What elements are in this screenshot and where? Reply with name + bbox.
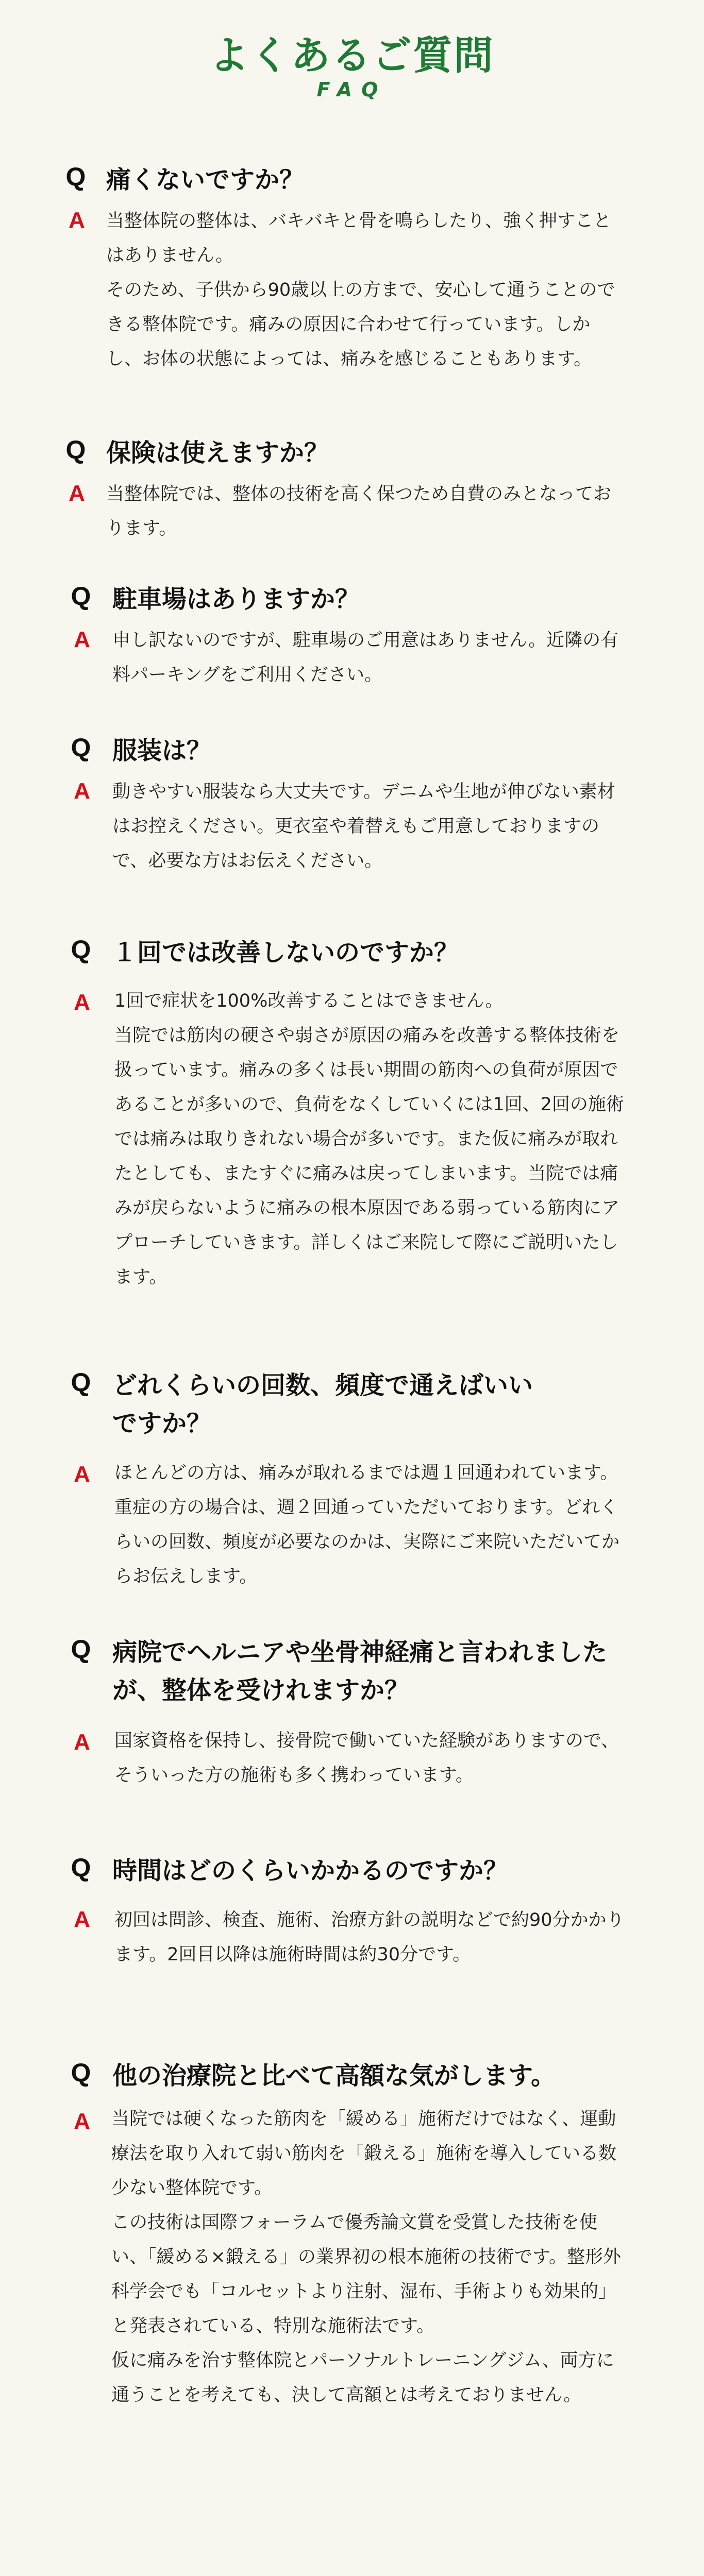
question-text: 病院でヘルニアや坐骨神経痛と言われましたが、整体を受けれますか？ [112,1638,608,1705]
q-marker: Q [71,1368,91,1397]
q-marker: Q [71,582,91,611]
question-text: 服装は？ [112,736,212,765]
answer-paragraph: 国家資格を保持し、接骨院で働いていた経験がありますので、そういった方の施術も多く携わっています。 [114,1731,619,1786]
answer-text [111,2102,622,2413]
answer-paragraph: 当院では筋肉の硬さや弱さが原因の痛みを改善する整体技術を扱っています。痛みの多くは長い期間の筋肉への負荷が原因であることが多いので、負荷をなくしていくには1回、2回の施術では痛みは取りきれない場合が多いです。また仮に痛みが取れたとしても、またすぐに痛みは戻ってしまいます。当院では痛みが戻らないように痛みの根本原因である弱っている筋肉にアプローチしていきます。詳しくはご来院して際にご説明いたします。 [114,1025,624,1287]
page-title: よくあるご質問 [209,32,495,78]
a-marker: A [74,627,90,652]
question-text: 保険は使えますか？ [106,438,329,467]
answer-paragraph: 動きやすい服装なら大丈夫です。デニムや生地が伸びない素材はお控えください。更衣室や着替えもご用意しておりますので、必要な方はお伝えください。 [112,782,615,871]
answer-text [114,984,625,1295]
faq-header [0,32,704,101]
answer-text [114,1724,625,1793]
answer-text [112,775,623,878]
answer-paragraph: 1回で症状を100%改善することはできません。 [114,991,504,1011]
answer-paragraph: この技術は国際フォーラムで優秀論文賞を受賞した技術を使い、「緩める×鍛える」の業界初の根本施術の技術です。整形外科学会でも「コルセットより注射、湿布、手術よりも効果的」と発表されている、特別な施術法です。 [111,2212,622,2336]
a-marker: A [74,2109,90,2134]
answer-paragraph: 当整体院の整体は、バキバキと骨を鳴らしたり、強く押すことはありません。 [106,211,612,266]
answer-paragraph: 仮に痛みを治す整体院とパーソナルトレーニングジム、両方に通うことを考えても、決して高額とは考えておりません。 [111,2350,614,2405]
answer-paragraph: ほとんどの方は、痛みが取れるまでは週１回通われています。重症の方の場合は、週２回通っていただいております。どれくらいの回数、頻度が必要なのかは、実際にご来院いただいてからお伝えします。 [114,1463,620,1587]
a-marker: A [74,1462,90,1487]
answer-paragraph: 当整体院では、整体の技術を高く保つため自費のみとなっております。 [106,484,612,539]
question-text: 時間はどのくらいかかるのですか？ [112,1856,509,1885]
answer-paragraph: 申し訳ないのですが、駐車場のご用意はありません。近隣の有料パーキングをご利用ください。 [112,630,619,685]
question-text: 他の治療院と比べて高額な気がします。 [112,2061,556,2090]
answer-text [112,623,623,692]
a-marker: A [69,208,85,233]
q-marker: Q [71,733,91,762]
answer-paragraph: 初回は問診、検査、施術、治療方針の説明などで約90分かかります。2回目以降は施術時間は約30分です。 [114,1910,625,1965]
question-text: １回では改善しないのですか？ [112,938,459,967]
a-marker: A [69,481,85,506]
question-text: どれくらいの回数、頻度で通えばいいですか？ [112,1371,533,1438]
page-subtitle: FAQ [316,78,388,101]
answer-paragraph: 当院では硬くなった筋肉を「緩める」施術だけではなく、運動療法を取り入れて弱い筋肉を「鍛える」施術を導入している数少ない整体院です。 [111,2109,617,2198]
q-marker: Q [71,935,91,964]
a-marker: A [74,1907,90,1932]
a-marker: A [74,990,90,1015]
q-marker: Q [71,1853,91,1882]
q-marker: Q [65,435,86,464]
q-marker: Q [65,162,86,191]
answer-text [114,1456,625,1594]
answer-text [106,204,616,377]
answer-text [114,1903,625,1972]
answer-paragraph: そのため、子供から90歳以上の方まで、安心して通うことのできる整体院です。痛みの原因に合わせて行っています。しかし、お体の状態によっては、痛みを感じることもあります。 [106,280,615,369]
question-text: 駐車場はありますか？ [112,585,360,614]
question-text: 痛くないですか？ [106,165,305,194]
q-marker: Q [71,2058,91,2087]
answer-text [106,477,616,546]
q-marker: Q [71,1635,91,1664]
a-marker: A [74,778,90,804]
a-marker: A [74,1730,90,1755]
